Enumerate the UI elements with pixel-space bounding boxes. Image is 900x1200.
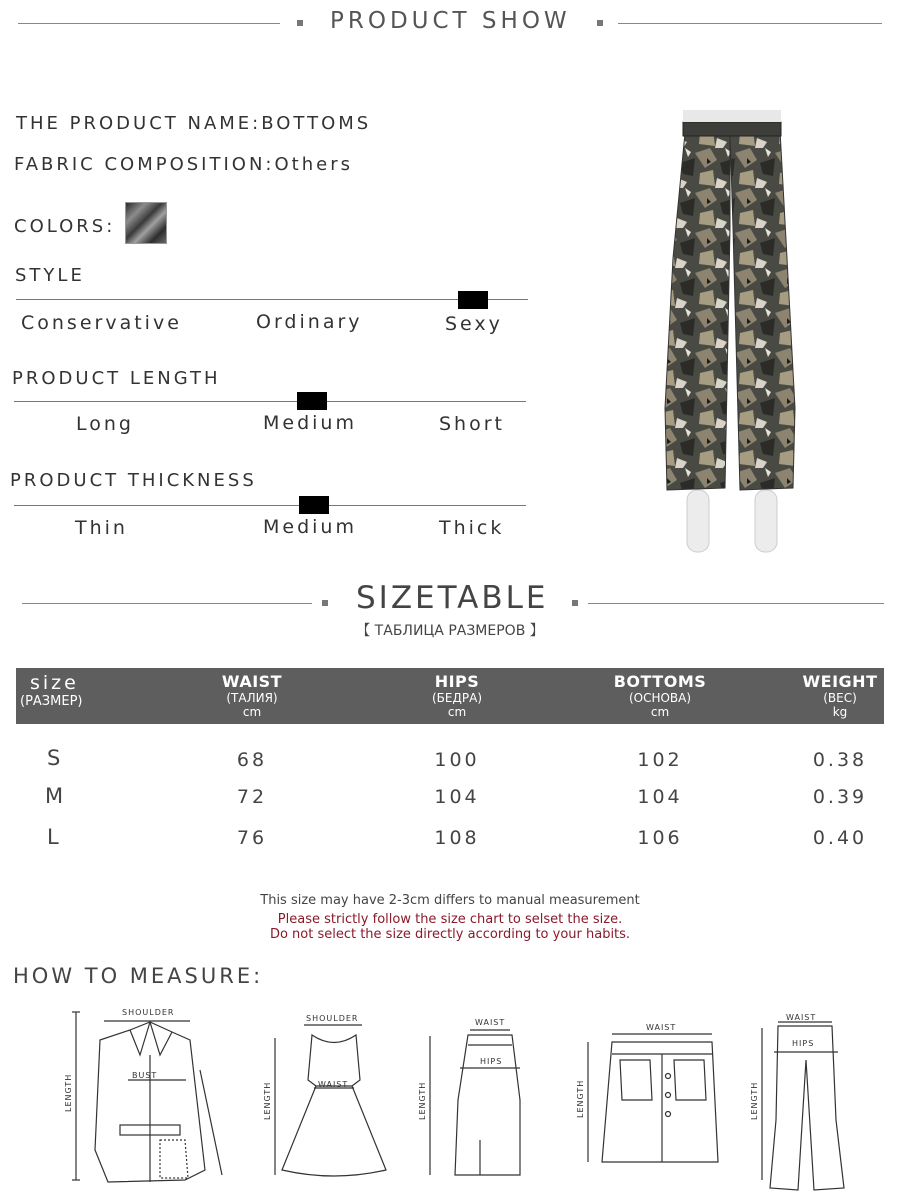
col-hips-sub: (БЕДРА)	[432, 691, 482, 705]
col-hips-name: HIPS	[434, 672, 480, 691]
row-weight: 0.39	[812, 786, 868, 808]
length-option-long: Long	[76, 413, 134, 435]
dress-length-label: LENGTH	[263, 1081, 272, 1120]
row-waist: 76	[236, 827, 268, 849]
fabric-composition	[14, 154, 353, 175]
row-hips: 108	[434, 827, 480, 849]
thickness-scale-line	[14, 505, 526, 506]
shorts-diagram-icon	[588, 1034, 718, 1162]
sizetable-dot-right	[572, 600, 578, 606]
row-bottoms: 106	[637, 827, 683, 849]
sizetable-subtitle: 【 ТАБЛИЦА РАЗМЕРОВ 】	[356, 623, 544, 639]
dress-waist-label: WAIST	[318, 1080, 349, 1089]
style-option-conservative: Conservative	[21, 312, 182, 334]
row-weight: 0.40	[812, 827, 868, 849]
shorts-waist-label: WAIST	[646, 1023, 677, 1032]
thickness-label: PRODUCT THICKNESS	[10, 470, 257, 491]
col-hips-unit: cm	[447, 705, 467, 719]
color-swatch[interactable]	[125, 202, 167, 244]
product-name-value: BOTTOMS	[261, 113, 372, 134]
skirt-length-label: LENGTH	[418, 1081, 427, 1120]
fabric-value: Others	[274, 154, 353, 175]
col-size-sub: (РАЗМЕР)	[20, 694, 83, 709]
thickness-option-thick: Thick	[439, 517, 505, 539]
note-warning-1: Please strictly follow the size chart to selset the size.	[277, 912, 623, 927]
length-option-medium: Medium	[263, 412, 357, 434]
col-waist	[192, 672, 312, 719]
col-bottoms-sub: (ОСНОВА)	[628, 691, 692, 705]
style-marker	[458, 291, 488, 309]
shorts-length-label: LENGTH	[576, 1079, 585, 1118]
col-size	[20, 672, 90, 709]
length-scale-line	[14, 401, 526, 402]
pants-right-leg-icon	[730, 130, 795, 490]
pants-waist-label: WAIST	[786, 1013, 817, 1022]
how-to-measure-title: HOW TO MEASURE:	[13, 964, 264, 988]
row-waist: 72	[236, 786, 268, 808]
dress-shoulder-label: SHOULDER	[306, 1014, 359, 1023]
row-bottoms: 104	[637, 786, 683, 808]
row-size: M	[45, 784, 64, 808]
col-bottoms	[600, 672, 720, 719]
col-waist-name: WAIST	[221, 672, 283, 691]
sizetable-line-left	[22, 603, 312, 604]
dress-diagram-icon	[275, 1025, 386, 1176]
note-measurement: This size may have 2-3cm differs to manual measurement	[260, 893, 640, 908]
jacket-bust-label: BUST	[132, 1071, 158, 1080]
jacket-shoulder-label: SHOULDER	[122, 1008, 175, 1017]
thickness-marker	[299, 496, 329, 514]
row-hips: 104	[434, 786, 480, 808]
product-show-title: PRODUCT SHOW	[330, 8, 571, 34]
col-waist-unit: cm	[242, 705, 262, 719]
pants-left-leg-icon	[665, 133, 730, 490]
product-image	[655, 108, 805, 558]
row-weight: 0.38	[812, 749, 868, 771]
length-label: PRODUCT LENGTH	[12, 368, 221, 389]
sizetable-title: SIZETABLE	[356, 580, 549, 616]
header-line-left	[18, 23, 280, 24]
pants-length-label: LENGTH	[750, 1081, 759, 1120]
col-weight-name: WEIGHT	[802, 672, 878, 691]
header-line-right	[618, 23, 882, 24]
style-scale-line	[16, 299, 528, 300]
col-bottoms-name: BOTTOMS	[613, 672, 707, 691]
fabric-label: FABRIC COMPOSITION:	[14, 154, 275, 175]
skirt-waist-label: WAIST	[475, 1018, 506, 1027]
header-dot-left	[297, 20, 303, 26]
sizetable-dot-left	[322, 600, 328, 606]
note-warning-2: Do not select the size directly according to your habits.	[269, 927, 631, 942]
jacket-diagram-icon	[72, 1012, 222, 1182]
length-marker	[297, 392, 327, 410]
jacket-length-label: LENGTH	[64, 1073, 73, 1112]
col-waist-sub: (ТАЛИЯ)	[226, 691, 278, 705]
style-option-sexy: Sexy	[445, 313, 503, 335]
skirt-diagram-icon	[430, 1030, 520, 1175]
row-waist: 68	[236, 749, 268, 771]
measure-diagrams	[0, 1000, 900, 1200]
thickness-option-medium: Medium	[263, 516, 357, 538]
length-option-short: Short	[439, 413, 505, 435]
sizetable-line-right	[588, 603, 884, 604]
col-hips	[397, 672, 517, 719]
col-bottoms-unit: cm	[650, 705, 670, 719]
col-weight-unit: kg	[832, 705, 848, 719]
header-dot-right	[597, 20, 603, 26]
col-weight	[780, 672, 900, 719]
col-weight-sub: (ВЕС)	[823, 691, 857, 705]
colors-label: COLORS:	[14, 216, 116, 237]
row-size: S	[47, 746, 61, 770]
product-name-label: THE PRODUCT NAME:	[16, 113, 262, 134]
row-size: L	[47, 825, 59, 849]
style-option-ordinary: Ordinary	[256, 311, 363, 333]
row-bottoms: 102	[637, 749, 683, 771]
skirt-hips-label: HIPS	[480, 1057, 503, 1066]
pants-hips-label: HIPS	[792, 1039, 815, 1048]
col-size-name: size	[30, 672, 79, 694]
row-hips: 100	[434, 749, 480, 771]
product-name	[16, 113, 371, 134]
style-label: STYLE	[15, 265, 85, 286]
thickness-option-thin: Thin	[75, 517, 128, 539]
